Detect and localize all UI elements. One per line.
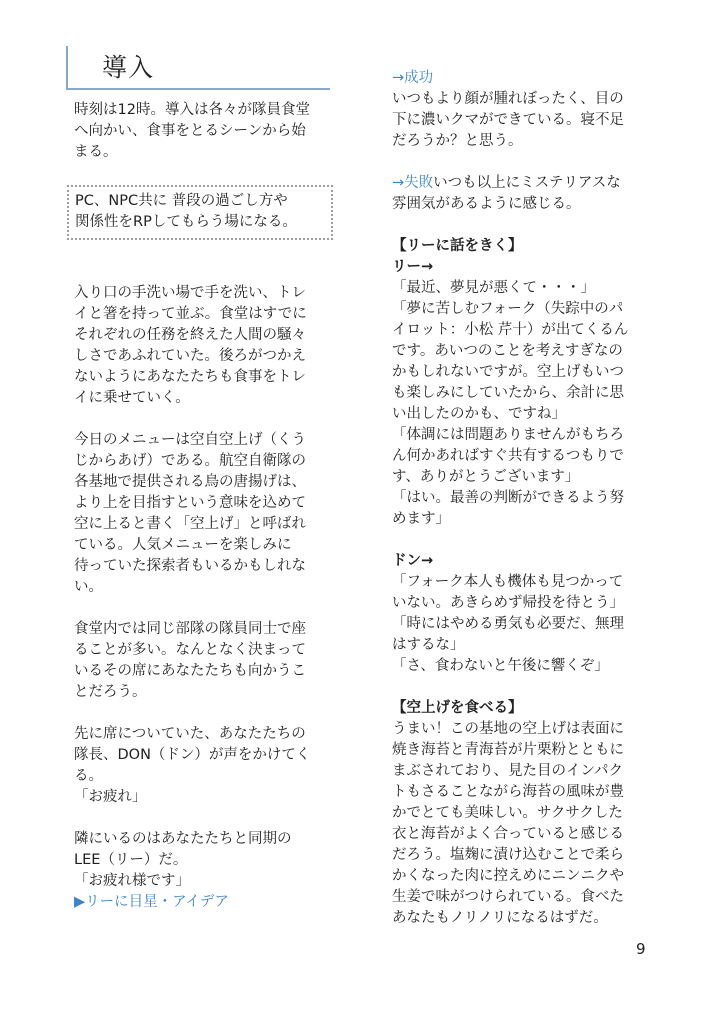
narrative-column bbox=[74, 283, 336, 913]
fail-text: いつも以上にミステリアスな bbox=[433, 175, 621, 191]
text-line: かもしれないですが。空上げもいつ bbox=[392, 364, 624, 380]
text-line: 「夢に苦しむフォーク（失踪中のパ bbox=[392, 301, 624, 317]
text-line: LEE（リー）だ。 bbox=[74, 852, 188, 868]
text-line: より上を目指すという意味を込めて bbox=[74, 495, 306, 511]
page-title: 導入 bbox=[102, 53, 155, 82]
text-line: それぞれの任務を終えた人間の騒々 bbox=[74, 327, 306, 343]
text-line: る。 bbox=[74, 768, 103, 784]
text-line: 今日のメニューは空自空上げ（くう bbox=[74, 432, 306, 448]
text-line: 下に濃いクマができている。寝不足 bbox=[392, 112, 624, 128]
text-line: あなたもノリノリになるはずだ。 bbox=[392, 910, 608, 926]
text-line: 隊長、DON（ドン）が声をかけてく bbox=[74, 747, 311, 763]
text-line: 「体調には問題ありませんがもちろ bbox=[392, 427, 624, 443]
text-line: だろう。塩麹に漬け込むことで柔ら bbox=[392, 847, 624, 863]
text-line: めます」 bbox=[392, 511, 450, 527]
text-line: じからあげ）である。航空自衛隊の bbox=[74, 453, 306, 469]
text-line: イロット：小松 芹十）が出てくるん bbox=[392, 322, 629, 338]
text-line: へ向かい、食事をとるシーンから始 bbox=[74, 123, 306, 139]
text-line: 衣と海苔がよく合っていると感じる bbox=[392, 826, 624, 842]
text-line: ん何かあればすぐ共有するつもりで bbox=[392, 448, 624, 464]
text-line: 「お疲れ」 bbox=[74, 789, 147, 805]
text-line: 空に上ると書く「空上げ」と呼ばれ bbox=[74, 516, 306, 532]
text-line: 焼き海苔と青海苔が片栗粉とともに bbox=[392, 742, 624, 758]
text-line: 時刻は12時。導入は各々が隊員食堂 bbox=[74, 102, 310, 118]
text-line: 「最近、夢見が悪くて・・・」 bbox=[392, 280, 595, 296]
text-line: だろうか？と思う。 bbox=[392, 133, 523, 149]
text-line: とだろう。 bbox=[74, 684, 147, 700]
text-line: まる。 bbox=[74, 144, 118, 160]
text-line: イと箸を持って並ぶ。食堂はすでに bbox=[74, 306, 307, 322]
text-line: も楽しみにしていたから、余計に思 bbox=[392, 385, 624, 401]
text-line: 「フォーク本人も機体も見つかって bbox=[392, 574, 624, 590]
intro-paragraph bbox=[74, 100, 336, 163]
text-line: うまい！この基地の空上げは表面に bbox=[392, 721, 624, 737]
lee-heading: 【リーに話をきく】 bbox=[392, 238, 523, 254]
text-line: です。あいつのことを考えすぎなの bbox=[392, 343, 623, 359]
text-line: いるその席にあなたたちも向かうこ bbox=[74, 663, 306, 679]
idea-check-link[interactable]: ▶リーに目星・アイデア bbox=[74, 894, 229, 910]
results-column bbox=[392, 68, 652, 929]
note-box bbox=[67, 185, 333, 240]
fail-line bbox=[392, 173, 652, 194]
text-line: PC、NPC共に 普段の過ごし方や bbox=[75, 193, 288, 209]
text-line: 生姜で味がつけられている。食べた bbox=[392, 889, 624, 905]
success-label: →成功 bbox=[392, 70, 434, 86]
text-line: 待っていた探索者もいるかもしれな bbox=[74, 558, 306, 574]
text-line: 関係性をRPしてもらう場になる。 bbox=[75, 214, 297, 230]
text-line: かでとても美味しい。サクサクした bbox=[392, 805, 623, 821]
lee-label: リー→ bbox=[392, 259, 434, 275]
text-line: いつもより顔が腫れぼったく、目の bbox=[392, 91, 624, 107]
text-line: かくなった肉に控えめにニンニクや bbox=[392, 868, 624, 884]
text-line: い出したのかも、ですね」 bbox=[392, 406, 566, 422]
text-line: ないようにあなたたちも食事をトレ bbox=[74, 369, 306, 385]
text-line: 「お疲れ様です」 bbox=[74, 873, 190, 889]
text-line: 入り口の手洗い場で手を洗い、トレ bbox=[74, 285, 306, 301]
text-line: ている。人気メニューを楽しみに bbox=[74, 537, 292, 553]
text-line: 各基地で提供される鳥の唐揚げは、 bbox=[74, 474, 306, 490]
text-line: 「はい。最善の判断ができるよう努 bbox=[392, 490, 624, 506]
fail-label: →失敗 bbox=[392, 175, 434, 191]
text-line: い。 bbox=[74, 579, 103, 595]
text-line: 隣にいるのはあなたたちと同期の bbox=[74, 831, 292, 847]
text-line: まぶされており、見た目のインパク bbox=[392, 763, 623, 779]
text-line: 食堂内では同じ部隊の隊員同士で座 bbox=[74, 621, 306, 637]
text-line: ることが多い。なんとなく決まって bbox=[74, 642, 306, 658]
text-line: イに乗せていく。 bbox=[74, 390, 190, 406]
title-frame bbox=[66, 46, 330, 90]
don-label: ドン→ bbox=[392, 553, 434, 569]
text-line: いない。あきらめず帰投を待とう」 bbox=[392, 595, 624, 611]
text-line: トもさることながら海苔の風味が豊 bbox=[392, 784, 624, 800]
text-line: はするな」 bbox=[392, 637, 465, 653]
text-line: 先に席についていた、あなたたちの bbox=[74, 726, 306, 742]
text-line: 雰囲気があるように感じる。 bbox=[392, 196, 581, 212]
page-number: 9 bbox=[636, 940, 646, 958]
eat-heading: 【空上げを食べる】 bbox=[392, 700, 523, 716]
text-line: しさであふれていた。後ろがつかえ bbox=[74, 348, 306, 364]
text-line: 「さ、食わないと午後に響くぞ」 bbox=[392, 658, 609, 674]
text-line: す、ありがとうございます」 bbox=[392, 469, 580, 485]
text-line: 「時にはやめる勇気も必要だ、無理 bbox=[392, 616, 624, 632]
